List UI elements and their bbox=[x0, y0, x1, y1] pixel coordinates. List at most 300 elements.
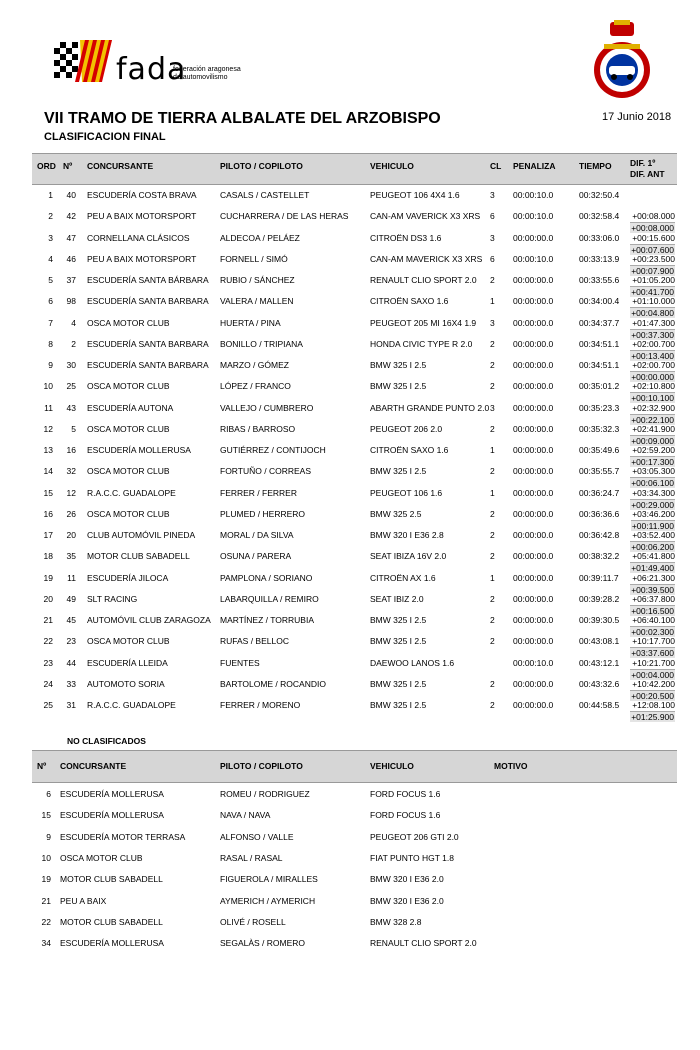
ord-cell: 19 bbox=[43, 572, 53, 583]
ord-cell: 5 bbox=[48, 275, 53, 285]
diff-first: +06:37.800 bbox=[632, 593, 675, 604]
num-cell: 31 bbox=[66, 700, 76, 710]
crew-cell: FUENTES bbox=[220, 657, 260, 668]
time-cell: 00:35:32.3 bbox=[579, 423, 620, 434]
table-row bbox=[32, 442, 677, 463]
penalty-cell: 00:00:00.0 bbox=[513, 445, 554, 455]
crew-cell: HUERTA / PINA bbox=[220, 317, 281, 328]
entrant-cell: ESCUDERÍA SANTA BARBARA bbox=[87, 360, 209, 370]
crew-cell: PLUMED / HERRERO bbox=[220, 508, 306, 519]
diff-cell bbox=[595, 275, 678, 295]
vehicle-cell: PEUGEOT 106 1.6 bbox=[370, 487, 443, 498]
ord-cell: 2 bbox=[48, 211, 53, 222]
num-cell: 20 bbox=[66, 530, 76, 540]
table-row bbox=[32, 357, 677, 378]
table-row bbox=[32, 871, 677, 892]
table-row bbox=[32, 807, 677, 828]
time-cell: 00:39:30.5 bbox=[579, 615, 620, 625]
time-cell: 00:32:50.4 bbox=[579, 190, 620, 200]
diff-cell bbox=[595, 466, 678, 489]
table-row bbox=[32, 676, 677, 697]
diff-prev: +00:10.100 bbox=[631, 393, 674, 404]
diff-first: +03:05.300 bbox=[632, 466, 675, 477]
penalty-cell: 00:00:00.0 bbox=[513, 572, 554, 583]
diff-first: +03:34.300 bbox=[632, 487, 675, 498]
crew-cell: PAMPLONA / SORIANO bbox=[220, 572, 313, 583]
diff-prev: +00:16.500 bbox=[631, 605, 674, 616]
diff-first: +06:21.300 bbox=[632, 572, 675, 583]
vehicle-cell: BMW 325 I 2.5 bbox=[370, 466, 427, 477]
diff-first: +03:46.200 bbox=[632, 508, 675, 519]
class-cell: 2 bbox=[490, 530, 495, 540]
crew-cell: OLIVÉ / ROSELL bbox=[220, 916, 286, 927]
num-cell: 16 bbox=[66, 445, 76, 455]
time-cell: 00:33:55.6 bbox=[579, 275, 620, 285]
vehicle-cell: PEUGEOT 106 4X4 1.6 bbox=[370, 190, 460, 200]
crew-cell: RASAL / RASAL bbox=[220, 852, 283, 863]
diff-prev: +00:08.000 bbox=[631, 223, 674, 234]
time-cell: 00:43:12.1 bbox=[579, 657, 620, 668]
entrant-cell: ESCUDERÍA MOLLERUSA bbox=[60, 938, 164, 949]
class-cell: 2 bbox=[490, 466, 495, 477]
table-row bbox=[32, 591, 677, 612]
entrant-cell: ESCUDERÍA MOLLERUSA bbox=[87, 445, 191, 455]
results-table-header bbox=[32, 153, 677, 185]
nc-col-num: Nº bbox=[37, 761, 47, 771]
vehicle-cell: PEUGEOT 206 2.0 bbox=[370, 423, 443, 434]
entrant-cell: R.A.C.C. GUADALOPE bbox=[87, 487, 176, 498]
diff-cell bbox=[595, 381, 678, 404]
diff-cell bbox=[595, 360, 678, 380]
diff-cell bbox=[595, 424, 678, 444]
club-crest-icon bbox=[592, 20, 652, 104]
class-cell: 6 bbox=[490, 253, 495, 264]
vehicle-cell: HONDA CIVIC TYPE R 2.0 bbox=[370, 338, 473, 349]
ord-cell: 18 bbox=[43, 551, 53, 562]
num-cell: 30 bbox=[66, 360, 76, 370]
class-cell: 2 bbox=[490, 508, 495, 519]
penalty-cell: 00:00:10.0 bbox=[513, 211, 554, 222]
class-cell: 3 bbox=[490, 232, 495, 243]
class-cell: 2 bbox=[490, 636, 495, 647]
diff-prev: +00:07.900 bbox=[631, 265, 674, 276]
num-cell: 10 bbox=[41, 852, 51, 863]
nc-col-entrant: CONCURSANTE bbox=[60, 761, 127, 771]
num-cell: 6 bbox=[46, 789, 51, 799]
class-cell: 6 bbox=[490, 211, 495, 222]
entrant-cell: ESCUDERÍA SANTA BARBARA bbox=[87, 338, 209, 349]
vehicle-cell: BMW 325 2.5 bbox=[370, 508, 422, 519]
table-row bbox=[32, 187, 677, 208]
ord-cell: 20 bbox=[43, 593, 53, 604]
diff-first: +10:17.700 bbox=[632, 636, 675, 647]
diff-prev: +00:06.100 bbox=[631, 478, 674, 489]
entrant-cell: ESCUDERÍA MOLLERUSA bbox=[60, 810, 164, 821]
time-cell: 00:39:11.7 bbox=[579, 572, 619, 583]
time-cell: 00:36:42.8 bbox=[579, 530, 620, 540]
num-cell: 34 bbox=[41, 938, 51, 949]
ord-cell: 11 bbox=[44, 402, 53, 413]
ord-cell: 23 bbox=[43, 657, 53, 668]
diff-cell bbox=[595, 488, 678, 508]
crew-cell: LABARQUILLA / REMIRO bbox=[220, 593, 319, 604]
entrant-cell: ESCUDERÍA LLEIDA bbox=[87, 657, 168, 668]
class-cell: 2 bbox=[490, 423, 495, 434]
num-cell: 15 bbox=[41, 810, 51, 821]
table-row bbox=[32, 463, 677, 484]
time-cell: 00:38:32.2 bbox=[579, 551, 620, 562]
vehicle-cell: PEUGEOT 206 GTI 2.0 bbox=[370, 831, 459, 842]
entrant-cell: ESCUDERÍA SANTA BARBARA bbox=[87, 296, 209, 307]
diff-prev: +00:20.500 bbox=[631, 690, 674, 701]
diff-first: +00:15.600 bbox=[632, 232, 675, 243]
penalty-cell: 00:00:00.0 bbox=[513, 466, 554, 477]
entrant-cell: PEU A BAIX MOTORSPORT bbox=[87, 211, 197, 222]
ord-cell: 17 bbox=[43, 530, 53, 540]
num-cell: 40 bbox=[66, 190, 76, 200]
ord-cell: 14 bbox=[43, 466, 53, 477]
table-row bbox=[32, 230, 677, 251]
nc-col-reason: MOTIVO bbox=[494, 761, 528, 771]
entrant-cell: OSCA MOTOR CLUB bbox=[60, 852, 143, 863]
crew-cell: VALERA / MALLEN bbox=[220, 296, 294, 307]
class-cell: 1 bbox=[490, 445, 495, 455]
entrant-cell: R.A.C.C. GUADALOPE bbox=[87, 700, 176, 710]
table-row bbox=[32, 272, 677, 293]
vehicle-cell: CAN-AM MAVERICK X3 XRS bbox=[370, 253, 483, 264]
checkered-flag-icon bbox=[52, 38, 114, 84]
diff-cell bbox=[595, 594, 678, 614]
fada-logo bbox=[52, 38, 272, 90]
crew-cell: FORNELL / SIMÓ bbox=[220, 253, 288, 264]
entrant-cell: OSCA MOTOR CLUB bbox=[87, 381, 170, 392]
num-cell: 45 bbox=[66, 615, 76, 625]
vehicle-cell: CITROËN SAXO 1.6 bbox=[370, 445, 449, 455]
vehicle-cell: BMW 325 I 2.5 bbox=[370, 678, 427, 689]
ord-cell: 22 bbox=[43, 636, 53, 647]
diff-prev: +00:06.200 bbox=[631, 542, 674, 552]
col-diff-prev: DIF. ANT bbox=[630, 169, 665, 179]
table-row bbox=[32, 893, 677, 914]
penalty-cell: 00:00:00.0 bbox=[513, 636, 554, 647]
table-row bbox=[32, 570, 677, 591]
num-cell: 2 bbox=[71, 338, 76, 349]
diff-first: +06:40.100 bbox=[632, 615, 675, 625]
time-cell: 00:34:51.1 bbox=[579, 360, 620, 370]
vehicle-cell: SEAT IBIZ 2.0 bbox=[370, 593, 424, 604]
crew-cell: GUTIÉRREZ / CONTIJOCH bbox=[220, 445, 326, 455]
entrant-cell: OSCA MOTOR CLUB bbox=[87, 317, 170, 328]
ord-cell: 1 bbox=[48, 190, 53, 200]
table-row bbox=[32, 914, 677, 935]
table-row bbox=[32, 786, 677, 807]
table-row bbox=[32, 548, 677, 569]
ord-cell: 12 bbox=[43, 423, 53, 434]
diff-first: +02:32.900 bbox=[632, 402, 675, 413]
penalty-cell: 00:00:00.0 bbox=[513, 678, 554, 689]
diff-cell bbox=[595, 573, 678, 593]
diff-cell bbox=[595, 339, 678, 359]
num-cell: 11 bbox=[67, 572, 76, 583]
vehicle-cell: BMW 320 I E36 2.0 bbox=[370, 895, 444, 906]
vehicle-cell: BMW 325 I 2.5 bbox=[370, 360, 427, 370]
class-cell: 2 bbox=[490, 381, 495, 392]
diff-prev: +00:00.000 bbox=[631, 372, 674, 382]
diff-prev: +00:13.400 bbox=[631, 350, 674, 361]
time-cell: 00:34:37.7 bbox=[579, 317, 620, 328]
entrant-cell: MOTOR CLUB SABADELL bbox=[60, 916, 163, 927]
table-row bbox=[32, 485, 677, 506]
diff-prev: +00:41.700 bbox=[631, 287, 674, 297]
entrant-cell: ESCUDERÍA JILOCA bbox=[87, 572, 169, 583]
crew-cell: CUCHARRERA / DE LAS HERAS bbox=[220, 211, 349, 222]
crew-cell: NAVA / NAVA bbox=[220, 810, 271, 821]
entrant-cell: AUTOMOTO SORIA bbox=[87, 678, 165, 689]
ord-cell: 10 bbox=[43, 381, 53, 392]
table-row bbox=[32, 336, 677, 357]
crew-cell: SEGALÀS / ROMERO bbox=[220, 938, 306, 949]
table-row bbox=[32, 208, 677, 229]
class-cell: 1 bbox=[490, 487, 495, 498]
diff-prev: +03:37.600 bbox=[631, 648, 674, 659]
penalty-cell: 00:00:00.0 bbox=[513, 551, 554, 562]
crew-cell: BONILLO / TRIPIANA bbox=[220, 338, 303, 349]
num-cell: 25 bbox=[66, 381, 76, 392]
penalty-cell: 00:00:00.0 bbox=[513, 487, 554, 498]
crew-cell: VALLEJO / CUMBRERO bbox=[220, 402, 314, 413]
penalty-cell: 00:00:00.0 bbox=[513, 317, 554, 328]
num-cell: 32 bbox=[66, 466, 76, 477]
time-cell: 00:35:55.7 bbox=[579, 466, 620, 477]
ord-cell: 25 bbox=[43, 700, 53, 710]
ord-cell: 7 bbox=[48, 317, 53, 328]
col-crew: PILOTO / COPILOTO bbox=[220, 161, 303, 171]
table-row bbox=[32, 697, 677, 718]
diff-prev: +00:29.000 bbox=[631, 499, 674, 510]
class-cell: 2 bbox=[490, 678, 495, 689]
penalty-cell: 00:00:00.0 bbox=[513, 700, 554, 710]
vehicle-cell: BMW 325 I 2.5 bbox=[370, 700, 427, 710]
not-classified-title: NO CLASIFICADOS bbox=[67, 736, 146, 746]
col-diff-first: DIF. 1º bbox=[630, 158, 656, 168]
table-row bbox=[32, 251, 677, 272]
entrant-cell: OSCA MOTOR CLUB bbox=[87, 636, 170, 647]
col-time: TIEMPO bbox=[579, 161, 612, 171]
table-row bbox=[32, 633, 677, 654]
crew-cell: ALFONSO / VALLE bbox=[220, 831, 294, 842]
class-cell: 2 bbox=[490, 360, 495, 370]
entrant-cell: OSCA MOTOR CLUB bbox=[87, 508, 170, 519]
class-cell: 1 bbox=[490, 572, 495, 583]
entrant-cell: AUTOMÓVIL CLUB ZARAGOZA bbox=[87, 615, 211, 625]
diff-prev: +00:17.300 bbox=[631, 457, 674, 467]
penalty-cell: 00:00:00.0 bbox=[513, 615, 554, 625]
table-row bbox=[32, 612, 677, 633]
ord-cell: 9 bbox=[48, 360, 53, 370]
diff-cell bbox=[595, 233, 678, 253]
diff-prev: +01:49.400 bbox=[631, 563, 674, 574]
crew-cell: FERRER / MORENO bbox=[220, 700, 301, 710]
diff-first: +00:08.000 bbox=[632, 211, 675, 222]
num-cell: 44 bbox=[66, 657, 76, 668]
diff-cell bbox=[595, 658, 678, 678]
crew-cell: FIGUEROLA / MIRALLES bbox=[220, 874, 318, 885]
nc-col-vehicle: VEHICULO bbox=[370, 761, 414, 771]
table-row bbox=[32, 400, 677, 421]
crew-cell: FORTUÑO / CORREAS bbox=[220, 466, 311, 477]
entrant-cell: PEU A BAIX MOTORSPORT bbox=[87, 253, 197, 264]
penalty-cell: 00:00:00.0 bbox=[513, 275, 554, 285]
ord-cell: 6 bbox=[48, 296, 53, 307]
entrant-cell: SLT RACING bbox=[87, 593, 138, 604]
diff-cell bbox=[595, 403, 678, 423]
time-cell: 00:34:00.4 bbox=[579, 296, 620, 307]
diff-first: +12:08.100 bbox=[632, 700, 675, 710]
logo-wordmark: fada bbox=[116, 52, 187, 87]
diff-first: +01:05.200 bbox=[632, 275, 675, 285]
diff-cell bbox=[595, 190, 678, 210]
vehicle-cell: BMW 325 I 2.5 bbox=[370, 636, 427, 647]
vehicle-cell: CITROËN AX 1.6 bbox=[370, 572, 436, 583]
num-cell: 37 bbox=[66, 275, 76, 285]
vehicle-cell: FIAT PUNTO HGT 1.8 bbox=[370, 852, 454, 863]
diff-cell bbox=[595, 551, 678, 574]
time-cell: 00:43:32.6 bbox=[579, 678, 620, 689]
diff-first: +02:00.700 bbox=[632, 338, 675, 349]
time-cell: 00:36:36.6 bbox=[579, 508, 620, 519]
diff-prev: +00:22.100 bbox=[631, 414, 674, 425]
time-cell: 00:36:24.7 bbox=[579, 487, 620, 498]
crew-cell: MORAL / DA SILVA bbox=[220, 530, 294, 540]
diff-first: +01:47.300 bbox=[632, 317, 675, 328]
crew-cell: MARTÍNEZ / TORRUBIA bbox=[220, 615, 314, 625]
num-cell: 46 bbox=[66, 253, 76, 264]
entrant-cell: ESCUDERÍA MOLLERUSA bbox=[60, 789, 164, 799]
diff-prev: +00:39.500 bbox=[631, 584, 674, 595]
col-vehicle: VEHICULO bbox=[370, 161, 414, 171]
col-penalty: PENALIZA bbox=[513, 161, 556, 171]
penalty-cell: 00:00:00.0 bbox=[513, 360, 554, 370]
diff-first: +00:23.500 bbox=[632, 253, 675, 264]
ord-cell: 16 bbox=[43, 508, 53, 519]
class-cell: 2 bbox=[490, 551, 495, 562]
diff-first: +02:00.700 bbox=[632, 360, 675, 370]
diff-first: +02:59.200 bbox=[632, 445, 675, 455]
num-cell: 19 bbox=[41, 874, 51, 885]
class-cell: 2 bbox=[490, 275, 495, 285]
num-cell: 22 bbox=[41, 916, 51, 927]
penalty-cell: 00:00:00.0 bbox=[513, 338, 554, 349]
vehicle-cell: SEAT IBIZA 16V 2.0 bbox=[370, 551, 447, 562]
entrant-cell: CLUB AUTOMÓVIL PINEDA bbox=[87, 530, 196, 540]
vehicle-cell: BMW 320 I E36 2.0 bbox=[370, 874, 444, 885]
vehicle-cell: CAN-AM VAVERICK X3 XRS bbox=[370, 211, 481, 222]
col-ord: ORD bbox=[37, 161, 56, 171]
diff-cell bbox=[595, 254, 678, 274]
crew-cell: BARTOLOME / ROCANDIO bbox=[220, 678, 326, 689]
vehicle-cell: BMW 325 I 2.5 bbox=[370, 615, 427, 625]
diff-first: +10:21.700 bbox=[632, 657, 675, 668]
table-row bbox=[32, 378, 677, 399]
crew-cell: LÓPEZ / FRANCO bbox=[220, 381, 291, 392]
num-cell: 42 bbox=[66, 211, 76, 222]
page-title: VII TRAMO DE TIERRA ALBALATE DEL ARZOBISPO bbox=[44, 110, 441, 127]
num-cell: 47 bbox=[66, 232, 76, 243]
num-cell: 9 bbox=[46, 831, 51, 842]
num-cell: 12 bbox=[66, 487, 76, 498]
vehicle-cell: PEUGEOT 205 MI 16X4 1.9 bbox=[370, 317, 477, 328]
diff-cell bbox=[595, 636, 678, 659]
ord-cell: 24 bbox=[43, 678, 53, 689]
diff-prev: +00:02.300 bbox=[631, 627, 674, 637]
col-entrant: CONCURSANTE bbox=[87, 161, 154, 171]
penalty-cell: 00:00:00.0 bbox=[513, 381, 554, 392]
class-cell: 3 bbox=[490, 190, 495, 200]
time-cell: 00:35:49.6 bbox=[579, 445, 620, 455]
num-cell: 4 bbox=[71, 317, 76, 328]
diff-cell bbox=[595, 445, 678, 465]
diff-first: +02:10.800 bbox=[632, 381, 675, 392]
crew-cell: ROMEU / RODRIGUEZ bbox=[220, 789, 310, 799]
diff-first: +03:52.400 bbox=[632, 530, 675, 540]
table-row bbox=[32, 527, 677, 548]
num-cell: 49 bbox=[66, 593, 76, 604]
time-cell: 00:33:13.9 bbox=[579, 253, 620, 264]
diff-prev: +00:07.600 bbox=[631, 244, 674, 255]
ord-cell: 4 bbox=[48, 253, 53, 264]
time-cell: 00:33:06.0 bbox=[579, 232, 620, 243]
vehicle-cell: CITROËN DS3 1.6 bbox=[370, 232, 442, 243]
time-cell: 00:34:51.1 bbox=[579, 338, 620, 349]
diff-first: +01:10.000 bbox=[632, 296, 675, 307]
event-date: 17 Junio 2018 bbox=[602, 111, 672, 123]
time-cell: 00:43:08.1 bbox=[579, 636, 620, 647]
entrant-cell: ESCUDERÍA COSTA BRAVA bbox=[87, 190, 197, 200]
entrant-cell: CORNELLANA CLÁSICOS bbox=[87, 232, 190, 243]
entrant-cell: MOTOR CLUB SABADELL bbox=[60, 874, 163, 885]
class-cell: 2 bbox=[490, 338, 495, 349]
diff-first: +05:41.800 bbox=[632, 551, 675, 562]
class-cell: 2 bbox=[490, 593, 495, 604]
crew-cell: OSUNA / PARERA bbox=[220, 551, 292, 562]
crew-cell: FERRER / FERRER bbox=[220, 487, 297, 498]
table-row bbox=[32, 850, 677, 871]
vehicle-cell: CITROËN SAXO 1.6 bbox=[370, 296, 449, 307]
table-row bbox=[32, 935, 677, 956]
num-cell: 21 bbox=[41, 895, 51, 906]
vehicle-cell: RENAULT CLIO SPORT 2.0 bbox=[370, 275, 477, 285]
ord-cell: 15 bbox=[43, 487, 53, 498]
page-subtitle: CLASIFICACION FINAL bbox=[44, 131, 166, 143]
entrant-cell: OSCA MOTOR CLUB bbox=[87, 423, 170, 434]
ord-cell: 8 bbox=[48, 338, 53, 349]
vehicle-cell: BMW 328 2.8 bbox=[370, 916, 422, 927]
ord-cell: 13 bbox=[43, 445, 53, 455]
diff-first: +02:41.900 bbox=[632, 423, 675, 434]
num-cell: 98 bbox=[66, 296, 76, 307]
table-row bbox=[32, 293, 677, 314]
num-cell: 33 bbox=[66, 678, 76, 689]
entrant-cell: ESCUDERÍA AUTONA bbox=[87, 402, 174, 413]
time-cell: 00:32:58.4 bbox=[579, 211, 620, 222]
class-cell: 2 bbox=[490, 615, 495, 625]
entrant-cell: OSCA MOTOR CLUB bbox=[87, 466, 170, 477]
entrant-cell: ESCUDERÍA SANTA BÁRBARA bbox=[87, 275, 209, 285]
table-row bbox=[32, 421, 677, 442]
col-class: CL bbox=[490, 161, 502, 171]
ord-cell: 21 bbox=[43, 615, 53, 625]
crew-cell: MARZO / GÓMEZ bbox=[220, 360, 289, 370]
